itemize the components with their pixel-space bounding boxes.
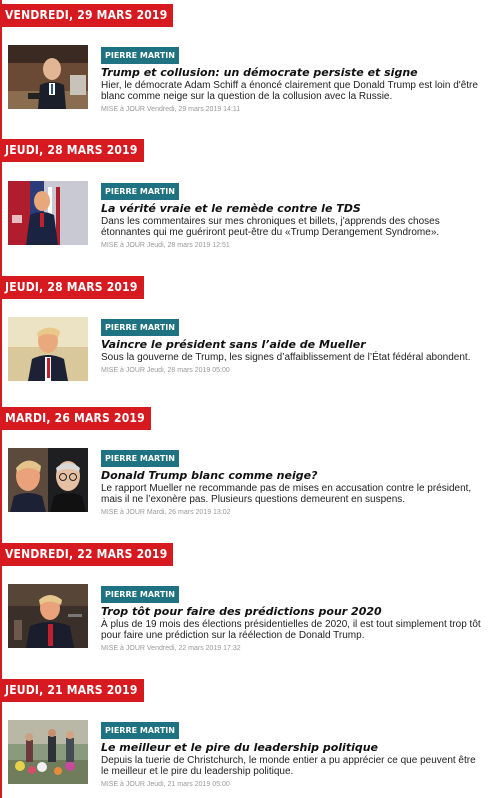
article-thumbnail[interactable] (8, 317, 88, 381)
article-title[interactable]: Trop tôt pour faire des prédictions pour 2020 (101, 605, 382, 618)
date-label: MARDI, 26 MARS 2019 (0, 407, 151, 430)
article-thumbnail[interactable] (8, 181, 88, 245)
date-label: JEUDI, 28 MARS 2019 (0, 276, 144, 299)
article-summary: Sous la gouverne de Trump, les signes d’affaiblissement de l’État fédéral abondent. (101, 352, 471, 363)
updated-timestamp: MISE à JOUR Vendredi, 29 mars 2019 14:11 (101, 106, 241, 113)
author-badge[interactable]: PIERRE MARTIN (101, 722, 179, 739)
article-thumbnail[interactable] (8, 584, 88, 648)
article-summary: Dans les commentaires sur mes chroniques et billets, j'apprends des choses étonnantes qui me guériront peut-être du «Trump Derangement Syndrome». (101, 216, 440, 238)
updated-timestamp: MISE à JOUR Jeudi, 28 mars 2019 05:00 (101, 367, 230, 374)
updated-timestamp: MISE à JOUR Jeudi, 21 mars 2019 05:00 (101, 781, 230, 788)
updated-timestamp: MISE à JOUR Jeudi, 28 mars 2019 12:51 (101, 242, 230, 249)
author-badge[interactable]: PIERRE MARTIN (101, 183, 179, 200)
article-title[interactable]: Le meilleur et le pire du leadership politique (101, 741, 379, 754)
article-summary: Depuis la tuerie de Christchurch, le monde entier a pu apprécier ce que peuvent être le meilleur et le pire du leadership politique. (101, 755, 476, 777)
date-label: JEUDI, 28 MARS 2019 (0, 139, 144, 162)
author-badge[interactable]: PIERRE MARTIN (101, 586, 179, 603)
date-label: VENDREDI, 22 MARS 2019 (0, 543, 173, 566)
article-title[interactable]: Donald Trump blanc comme neige? (101, 469, 318, 482)
article-summary: Hier, le démocrate Adam Schiff a énoncé clairement que Donald Trump est loin d'être blanc comme neige sur la question de la collusion avec la Russie. (101, 80, 478, 102)
updated-timestamp: MISE à JOUR Vendredi, 22 mars 2019 17:32 (101, 645, 241, 652)
author-badge[interactable]: PIERRE MARTIN (101, 319, 179, 336)
article-title[interactable]: Vaincre le président sans l’aide de Mueller (101, 338, 366, 351)
article-summary: Le rapport Mueller ne recommande pas de mises en accusation contre le président, mais il ne l’exonère pas. Plusieurs questions demeurent en suspens. (101, 483, 472, 505)
article-thumbnail[interactable] (8, 448, 88, 512)
article-title[interactable]: La vérité vraie et le remède contre le TDS (101, 202, 361, 215)
date-label: JEUDI, 21 MARS 2019 (0, 679, 144, 702)
article-summary: À plus de 19 mois des élections présidentielles de 2020, il est tout simplement trop tôt pour faire une prédiction sur la réélection de Donald Trump. (101, 619, 481, 641)
author-badge[interactable]: PIERRE MARTIN (101, 450, 179, 467)
updated-timestamp: MISE à JOUR Mardi, 26 mars 2019 13:02 (101, 509, 231, 516)
article-thumbnail[interactable] (8, 720, 88, 784)
article-thumbnail[interactable] (8, 45, 88, 109)
article-title[interactable]: Trump et collusion: un démocrate persiste et signe (101, 66, 418, 79)
author-badge[interactable]: PIERRE MARTIN (101, 47, 179, 64)
date-label: VENDREDI, 29 MARS 2019 (0, 4, 173, 27)
